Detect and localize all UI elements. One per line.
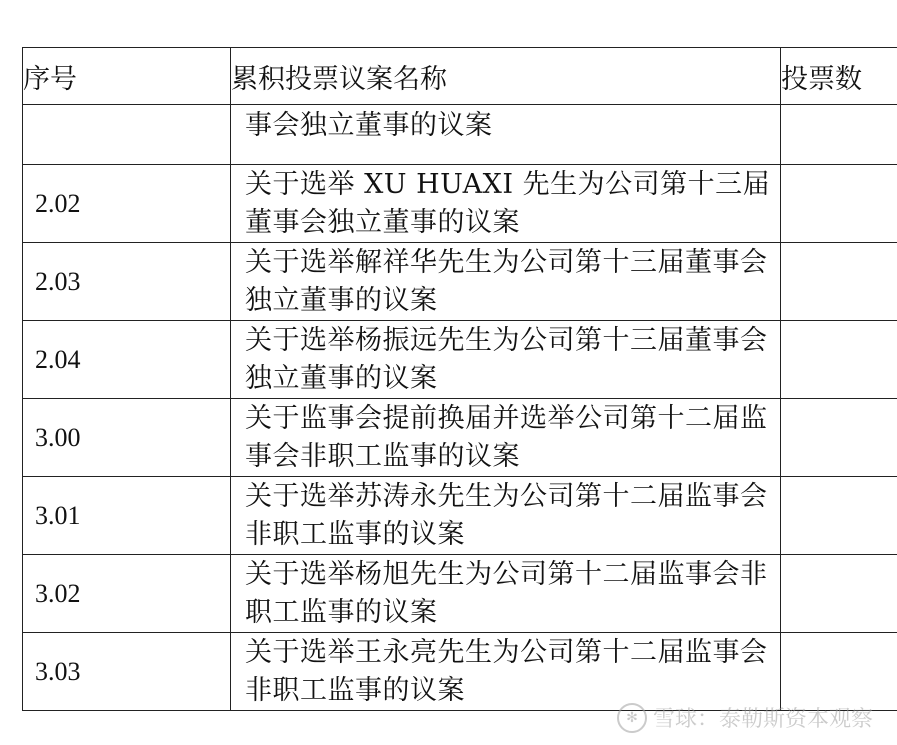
- row-name: 关于选举解祥华先生为公司第十三届董事会独立董事的议案: [231, 243, 781, 321]
- row-votes-cell[interactable]: [781, 399, 897, 477]
- row-votes-cell[interactable]: [781, 321, 897, 399]
- table-row: [23, 477, 897, 555]
- header-name: 累积投票议案名称: [231, 48, 781, 105]
- header-seq: 序号: [23, 48, 231, 105]
- voting-table: [22, 47, 897, 711]
- row-name: 关于选举杨振远先生为公司第十三届董事会独立董事的议案: [231, 321, 781, 399]
- table-row: [23, 243, 897, 321]
- row-seq: 3.01: [23, 477, 231, 555]
- table-row: [23, 165, 897, 243]
- table-row: [23, 633, 897, 711]
- row-votes-cell[interactable]: [781, 477, 897, 555]
- row-votes-cell[interactable]: [781, 555, 897, 633]
- row-votes-cell[interactable]: [781, 243, 897, 321]
- row-seq: 3.02: [23, 555, 231, 633]
- row-votes-cell[interactable]: [781, 633, 897, 711]
- header-votes: 投票数: [781, 48, 897, 105]
- row-seq: [23, 105, 231, 165]
- row-votes-cell[interactable]: [781, 105, 897, 165]
- snowball-logo-icon: ✻: [617, 703, 647, 733]
- row-seq: 2.04: [23, 321, 231, 399]
- table-row: [23, 399, 897, 477]
- row-name: 关于选举王永亮先生为公司第十二届监事会非职工监事的议案: [231, 633, 781, 711]
- table-header-row: [23, 48, 897, 105]
- row-name: 关于选举杨旭先生为公司第十二届监事会非职工监事的议案: [231, 555, 781, 633]
- watermark: [617, 702, 873, 733]
- table-row: [23, 105, 897, 165]
- row-votes-cell[interactable]: [781, 165, 897, 243]
- watermark-text: 雪球：泰勒斯资本观察: [652, 707, 873, 732]
- row-name: 关于监事会提前换届并选举公司第十二届监事会非职工监事的议案: [231, 399, 781, 477]
- row-seq: 2.02: [23, 165, 231, 243]
- row-seq: 2.03: [23, 243, 231, 321]
- row-seq: 3.03: [23, 633, 231, 711]
- row-seq: 3.00: [23, 399, 231, 477]
- table-row: [23, 555, 897, 633]
- row-name: 关于选举苏涛永先生为公司第十二届监事会非职工监事的议案: [231, 477, 781, 555]
- row-name: 事会独立董事的议案: [231, 105, 781, 165]
- row-name: 关于选举 XU HUAXI 先生为公司第十三届董事会独立董事的议案: [231, 165, 781, 243]
- table-row: [23, 321, 897, 399]
